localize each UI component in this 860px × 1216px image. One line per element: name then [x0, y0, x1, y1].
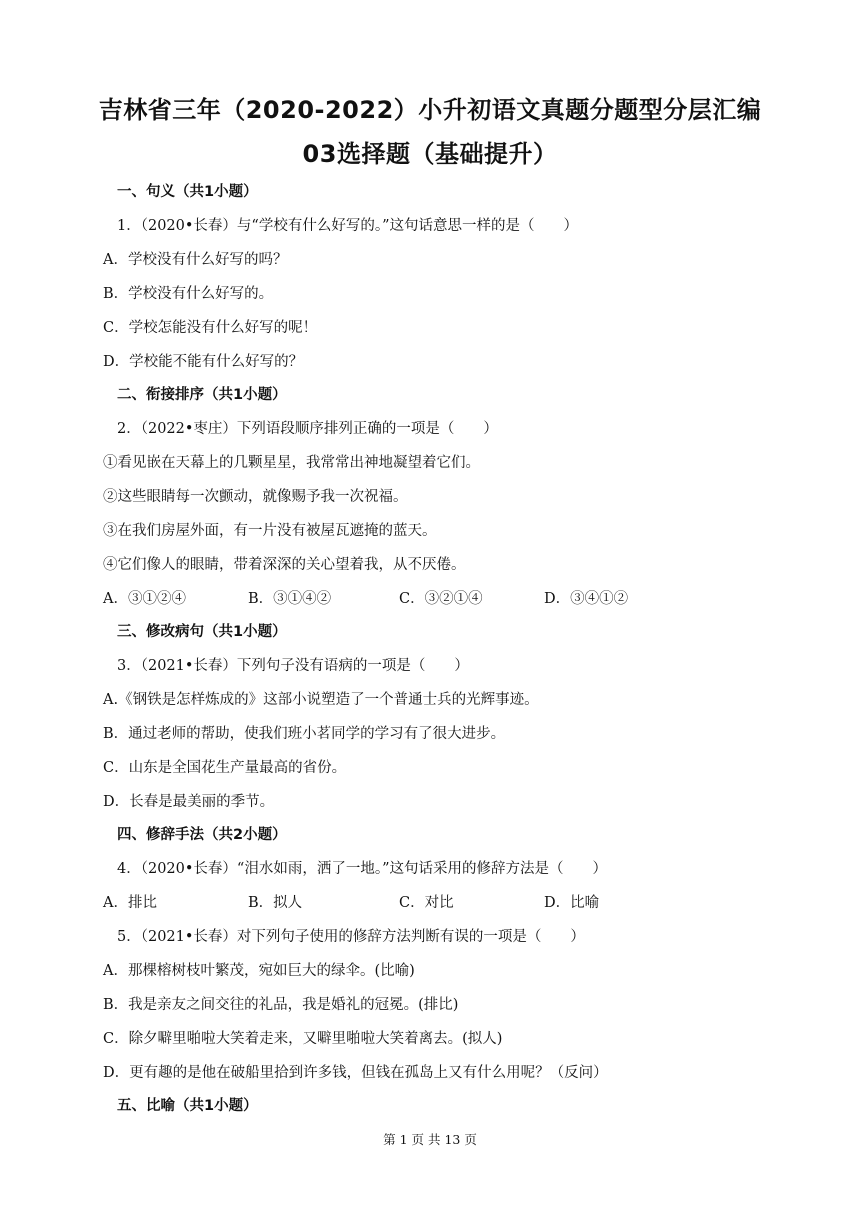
- question-2-stem: 2．（2022•枣庄）下列语段顺序排列正确的一项是（ ）: [117, 421, 498, 437]
- question-4-option-b: B．拟人: [248, 895, 303, 911]
- question-3-stem: 3．（2021•长春）下列句子没有语病的一项是（ ）: [117, 658, 469, 674]
- question-1-option-b: B．学校没有什么好写的。: [103, 286, 274, 302]
- question-5-option-c: C．除夕噼里啪啦大笑着走来，又噼里啪啦大笑着离去。(拟人): [103, 1031, 503, 1047]
- page-number-footer: 第 1 页 共 13 页: [383, 1132, 477, 1147]
- question-2-options: [103, 587, 803, 611]
- question-1-option-a: A．学校没有什么好写的吗？: [103, 252, 288, 268]
- question-5-option-b: B．我是亲友之间交往的礼品，我是婚礼的冠冕。(排比): [103, 997, 459, 1013]
- question-2-option-b: B．③①④②: [248, 591, 332, 607]
- section-heading: 二、衔接排序（共1小题）: [117, 387, 287, 403]
- question-4-option-d: D．比喻: [544, 895, 600, 911]
- question-2-option-a: A．③①②④: [103, 591, 186, 607]
- question-3-option-d: D．长春是最美丽的季节。: [103, 794, 275, 810]
- question-4-options: [103, 891, 803, 915]
- question-2-sentence-1: ①看见嵌在天幕上的几颗星星，我常常出神地凝望着它们。: [103, 455, 480, 471]
- question-2-sentence-2: ②这些眼睛每一次颤动，就像赐予我一次祝福。: [103, 489, 408, 505]
- document-title-line-1: 吉林省三年（2020-2022）小升初语文真题分题型分层汇编: [98, 96, 762, 124]
- question-5-option-a: A．那棵榕树枝叶繁茂，宛如巨大的绿伞。(比喻): [103, 963, 415, 979]
- question-5-option-d: D．更有趣的是他在破船里拾到许多钱，但钱在孤岛上又有什么用呢？（反问）: [103, 1065, 608, 1081]
- question-3-option-b: B．通过老师的帮助，使我们班小茗同学的学习有了很大进步。: [103, 726, 506, 742]
- question-5-stem: 5．（2021•长春）对下列句子使用的修辞方法判断有误的一项是（ ）: [117, 929, 585, 945]
- question-3-option-a: A.《钢铁是怎样炼成的》这部小说塑造了一个普通士兵的光辉事迹。: [103, 692, 539, 708]
- question-3-option-c: C．山东是全国花生产量最高的省份。: [103, 760, 347, 776]
- section-heading: 一、句义（共1小题）: [117, 184, 258, 200]
- question-1-option-c: C．学校怎能没有什么好写的呢！: [103, 320, 318, 336]
- question-2-option-c: C．③②①④: [399, 591, 483, 607]
- question-1-option-d: D．学校能不能有什么好写的？: [103, 354, 304, 370]
- question-4-option-a: A．排比: [103, 895, 157, 911]
- section-heading: 三、修改病句（共1小题）: [117, 624, 287, 640]
- question-1-stem: 1．（2020•长春）与“学校有什么好写的。”这句话意思一样的是（ ）: [117, 218, 579, 234]
- question-2-sentence-3: ③在我们房屋外面，有一片没有被屋瓦遮掩的蓝天。: [103, 523, 437, 539]
- section-heading: 四、修辞手法（共2小题）: [117, 827, 287, 843]
- document-title-line-2: 03选择题（基础提升）: [302, 140, 558, 168]
- question-4-option-c: C．对比: [399, 895, 454, 911]
- question-4-stem: 4．（2020•长春）“泪水如雨，洒了一地。”这句话采用的修辞方法是（ ）: [117, 861, 608, 877]
- question-2-option-d: D．③④①②: [544, 591, 629, 607]
- question-2-sentence-4: ④它们像人的眼睛，带着深深的关心望着我，从不厌倦。: [103, 557, 466, 573]
- section-heading: 五、比喻（共1小题）: [117, 1098, 258, 1114]
